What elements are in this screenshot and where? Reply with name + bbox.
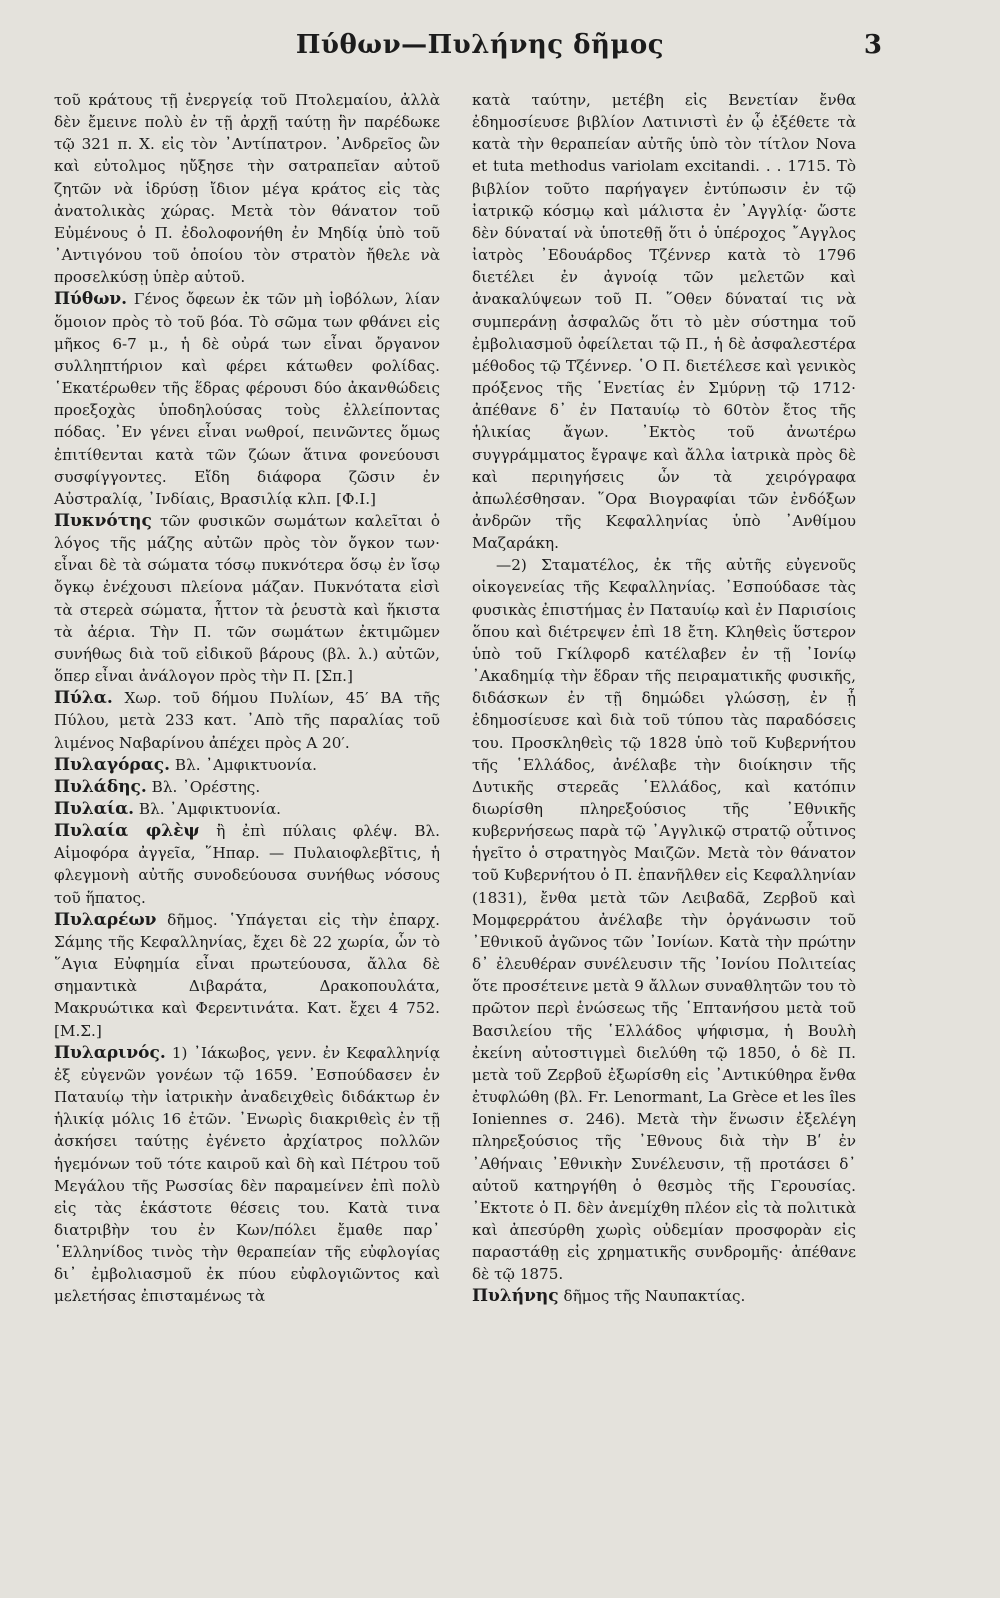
headword: Πυλήνης [472, 1286, 559, 1307]
entry [54, 820, 440, 909]
entry-text: τοῦ κράτους τῇ ἐνεργείᾳ τοῦ Πτολεμαίου, ἀλλὰ δὲν ἔμεινε πολὺ ἐν τῇ ἀρχῇ ταύτῃ ἣν παρέδωκε τῷ 321 π. Χ. εἰς τὸν ᾿Αντίπατρον. ᾿Ανδρεῖος ὢν καὶ εὐτολμος ηὔξησε τὴν σατραπεῖαν αὐτοῦ ζητῶν νὰ ἱδρύσῃ ἴδιον μέγα κράτος εἰς τὰς ἀνατολικὰς χώρας. Μετὰ τὸν θάνατον τοῦ Εὐμένους ὁ Π. ἐδολοφονήθη ἐν Μηδίᾳ ὑπὸ τοῦ ᾿Αντιγόνου τοῦ ὁποίου τὸν στρατὸν ἤθελε νὰ προσελκύσῃ ὑπὲρ αὐτοῦ. [54, 91, 440, 287]
entry-text: Γένος ὄφεων ἐκ τῶν μὴ ἰοβόλων, λίαν ὅμοιον πρὸς τὸ τοῦ βόα. Τὸ σῶμα των φθάνει εἰς μῆκος 6-7 μ., ἡ δὲ οὐρά των εἶναι ὄργανον συλληπτήριον καὶ φέρει κάτωθεν φολίδας. ῾Εκατέρωθεν τῆς ἕδρας φέρουσι δύο ἀκανθώδεις προεξοχὰς ὑποδηλούσας τοὺς ἐλλείποντας πόδας. ᾿Εν γένει εἶναι νωθροί, πεινῶντες ὅμως ἐπιτίθενται κατὰ τῶν ζώων ἅτινα φονεύουσι συσφίγγοντες. Εἴδη διάφορα ζῶσιν ἐν Αὐστραλίᾳ, ᾿Ινδίαις, Βρασιλίᾳ κλπ. [Φ.Ι.] [54, 290, 440, 508]
headword: Πυλάδης. [54, 776, 147, 797]
entry [54, 909, 440, 1042]
entry [54, 1042, 440, 1308]
entry-text: Βλ. ᾿Ορέστης. [151, 777, 261, 796]
entry [472, 1285, 856, 1307]
headword: Πύλα. [54, 688, 113, 709]
entry-text: ἢ ἐπὶ πύλαις φλέψ. Βλ. Αἱμοφόρα ἀγγεῖα, ῞Ηπαρ. — Πυλαιοφλεβῖτις, ἡ φλεγμονὴ αὐτῆς συνοδεύουσα συνήθως νόσους τοῦ ἥπατος. [54, 822, 441, 907]
entry [54, 288, 440, 510]
entry [54, 510, 440, 687]
entry [54, 798, 440, 820]
entry-text: δῆμος. ῾Υπάγεται εἰς τὴν ἐπαρχ. Σάμης τῆς Κεφαλληνίας, ἔχει δὲ 22 χωρία, ὧν τὸ ῞Αγια Εὐφημία εἶναι πρωτεύουσα, ἄλλα δὲ σημαντικὰ Διβαράτα, Δρακοπουλάτα, Μακρυώτικα καὶ Φερεντινάτα. Κατ. ἔχει 4 752. [Μ.Σ.] [54, 910, 440, 1040]
headword: Πυλαρινός. [54, 1042, 166, 1063]
headword: Πυλαγόρας. [54, 754, 171, 775]
headword: Πυλαρέων [54, 909, 157, 930]
entry-text: 1) ᾿Ιάκωβος, γενν. ἐν Κεφαλληνίᾳ ἐξ εὐγενῶν γονέων τῷ 1659. ᾿Εσπούδασεν ἐν Παταυίῳ τὴν ἰατρικὴν ἀναδειχθεὶς διδάκτωρ ἐν ἡλικίᾳ μόλις 16 ἐτῶν. ᾿Ενωρὶς διακριθεὶς ἐν τῇ ἀσκήσει ταύτῃς ἐγένετο ἀρχίατρος πολλῶν ἡγεμόνων τοῦ τότε καιροῦ καὶ δὴ καὶ Πέτρου τοῦ Μεγάλου τῆς Ρωσσίας δὲν παραμείνεν ἐπὶ πολὺ εἰς τὰς ἑκάστοτε θέσεις του. Κατὰ τινα διατριβὴν του ἐν Κων/πόλει ἔμαθε παρ᾿ ῾Ελληνίδος τινὸς τὴν θεραπείαν τῆς εὐφλογίας δι᾿ ἐμβολιασμοῦ ἐκ πύου εὐφλογιῶντος καὶ μελετήσας ἐπισταμένως τὰ [54, 1043, 441, 1306]
headword: Πύθων. [54, 289, 128, 310]
running-head: Πύθων—Πυλήνης δῆμος [295, 30, 665, 60]
entry [54, 776, 440, 798]
entry-text: κατὰ ταύτην, μετέβη εἰς Βενετίαν ἔνθα ἐδημοσίευσε βιβλίον Λατινιστὶ ἐν ᾧ ἐξέθετε τὰ κατὰ τὴν θεραπείαν αὐτῆς ὑπὸ τὸν τίτλον Nova et tuta methodus variolam excitandi. . . 1715. Τὸ βιβλίον τοῦτο παρήγαγεν ἐντύπωσιν ἐν τῷ ἰατρικῷ κόσμῳ καὶ μάλιστα ἐν ᾿Αγγλίᾳ· ὥστε δὲν δύναταί νὰ ὑποτεθῇ ὅτι ὁ ὑπέροχος ῎Αγγλος ἰατρὸς ᾿Εδουάρδος Τζέννερ κατὰ τὸ 1796 διετέλει ἐν ἀγνοίᾳ τῶν μελετῶν καὶ ἀνακαλύψεων τοῦ Π. ῞Οθεν δύναταί τις νὰ συμπεράνῃ ἀσφαλῶς ὅτι τὸ μὲν σύστημα τοῦ ἐμβολιασμοῦ ὀφείλεται τῷ Π., ἡ δὲ ἀσφαλεστέρα μέθοδος τῷ Τζέννερ. ῾Ο Π. διετέλεσε καὶ γενικὸς πρόξενος τῆς ῾Ενετίας ἐν Σμύρνῃ τῷ 1712· ἀπέθανε δ᾿ ἐν Παταυίῳ τὸ 60τὸν ἔτος τῆς ἡλικίας ἄγων. ᾿Εκτὸς τοῦ ἀνωτέρω συγγράμματος ἔγραψε καὶ ἄλλα ἰατρικὰ πρὸς δὲ καὶ περιηγήσεις ὧν τὰ χειρόγραφα ἀπωλέσθησαν. ῞Ορα Βιογραφίαι τῶν ἐνδόξων ἀνδρῶν τῆς Κεφαλληνίας ὑπὸ ᾿Ανθίμου Μαζαράκη. [472, 91, 856, 553]
right-column [472, 89, 856, 1308]
left-column [54, 89, 440, 1308]
entry-text: δῆμος τῆς Ναυπακτίας. [563, 1287, 746, 1306]
headword: Πυλαία. [54, 799, 135, 819]
entry-text: τῶν φυσικῶν σωμάτων καλεῖται ὁ λόγος τῆς μάζης αὐτῶν πρὸς τὸν ὄγκον των· εἶναι δὲ τὰ σώματα τόσῳ πυκνότερα ὅσῳ ἐν ἴσῳ ὄγκῳ ἐνέχουσι πλείονα μάζαν. Πυκνότατα εἰσὶ τὰ στερεὰ σώματα, ἧττον τὰ ῥευστὰ καὶ ἥκιστα τὰ ἀέρια. Τὴν Π. τῶν σωμάτων ἐκτιμῶμεν συνήθως διὰ τοῦ εἰδικοῦ βάρους (βλ. λ.) αὐτῶν, ὅπερ εἶναι ἀνάλογον πρὸς τὴν Π. [Σπ.] [54, 511, 441, 686]
entry [54, 687, 440, 753]
page-number: 3 [863, 30, 882, 60]
entry-text: Χωρ. τοῦ δήμου Πυλίων, 45′ ΒΑ τῆς Πύλου, μετὰ 233 κατ. ᾿Απὸ τῆς παραλίας τοῦ λιμένος Ναβαρίνου ἀπέχει πρὸς Α 20′. [54, 689, 440, 752]
headword: Πυκνότης [54, 510, 152, 531]
entry-text: —2) Σταματέλος, ἐκ τῆς αὐτῆς εὐγενοῦς οἰκογενείας τῆς Κεφαλληνίας. ᾿Εσπούδασε τὰς φυσικὰς ἐπιστήμας ἐν Παταυίῳ καὶ ἐν Παρισίοις ὅπου καὶ διέτρεψεν ἐπὶ 18 ἔτη. Κληθεὶς ὕστερον ὑπὸ τοῦ Γκίλφορδ κατέλαβεν ἐν τῇ ᾿Ιονίῳ ᾿Ακαδημίᾳ τὴν ἕδραν τῆς πειραματικῆς φυσικῆς, διδάσκων ἐν τῇ δημώδει γλώσσῃ, ἐν ᾗ ἐδημοσίευσε καὶ διὰ τοῦ τύπου τὰς παραδόσεις του. Προσκληθεὶς τῷ 1828 ὑπὸ τοῦ Κυβερνήτου τῆς ῾Ελλάδος, ἀνέλαβε τὴν διοίκησιν τῆς Δυτικῆς στερεᾶς ῾Ελλάδος, καὶ κατόπιν διωρίσθη πληρεξούσιος τῆς ᾿Εθνικῆς κυβερνήσεως παρὰ τῷ ᾿Αγγλικῷ στρατῷ οὗτινος ἡγεῖτο ὁ στρατηγὸς Μαιζῶν. Μετὰ τὸν θάνατον τοῦ Κυβερνήτου ὁ Π. ἐπανῆλθεν εἰς Κεφαλληνίαν (1831), ἔνθα μετὰ τῶν Λειβαδᾶ, Ζερβοῦ καὶ Μομφερράτου ἀνέλαβε τὴν ὀργάνωσιν τοῦ ᾿Εθνικοῦ ἀγῶνος τῶν ᾿Ιονίων. Κατὰ τὴν πρώτην δ᾿ ἐλευθέραν συνέλευσιν τῆς ᾿Ιονίου Πολιτείας ὅτε προσέτεινε μετὰ 9 ἄλλων συναθλητῶν του τὸ πρῶτον περὶ ἑνώσεως τῆς ῾Επτανήσου μετὰ τοῦ Βασιλείου τῆς ῾Ελλάδος ψήφισμα, ἡ Βουλὴ ἐκείνη αὐτοστιγμεὶ διελύθη τῷ 1850, ὁ δὲ Π. μετὰ τοῦ Ζερβοῦ ἐξωρίσθη εἰς ᾿Αντικύθηρα ἔνθα ἐτυφλώθη (βλ. Fr. Lenormant, La Grèce et les îles Ioniennes σ. 246). Μετὰ τὴν ἕνωσιν ἐξελέγη πληρεξούσιος τῆς ᾿Εθνους διὰ τὴν Βʹ ἐν ᾿Αθήναις ᾿Εθνικὴν Συνέλευσιν, τῇ προτάσει δ᾿ αὐτοῦ κατηργήθη ὁ θεσμὸς τῆς Γερουσίας. ᾿Εκτοτε ὁ Π. δὲν ἀνεμίχθη πλέον εἰς τὰ πολιτικὰ καὶ ἀπεσύρθη χωρὶς οὐδεμίαν προσφορὰν εἰς παραστάθῃ εἰς χρηματικῆς συνδρομῆς· ἀπέθανε δὲ τῷ 1875. [472, 556, 856, 1284]
entry-text: Βλ. ᾿Αμφικτυονία. [174, 755, 317, 774]
entry-text: Βλ. ᾿Αμφικτυονία. [138, 800, 281, 818]
entry [54, 754, 440, 776]
headword: Πυλαία φλὲψ [54, 821, 200, 842]
